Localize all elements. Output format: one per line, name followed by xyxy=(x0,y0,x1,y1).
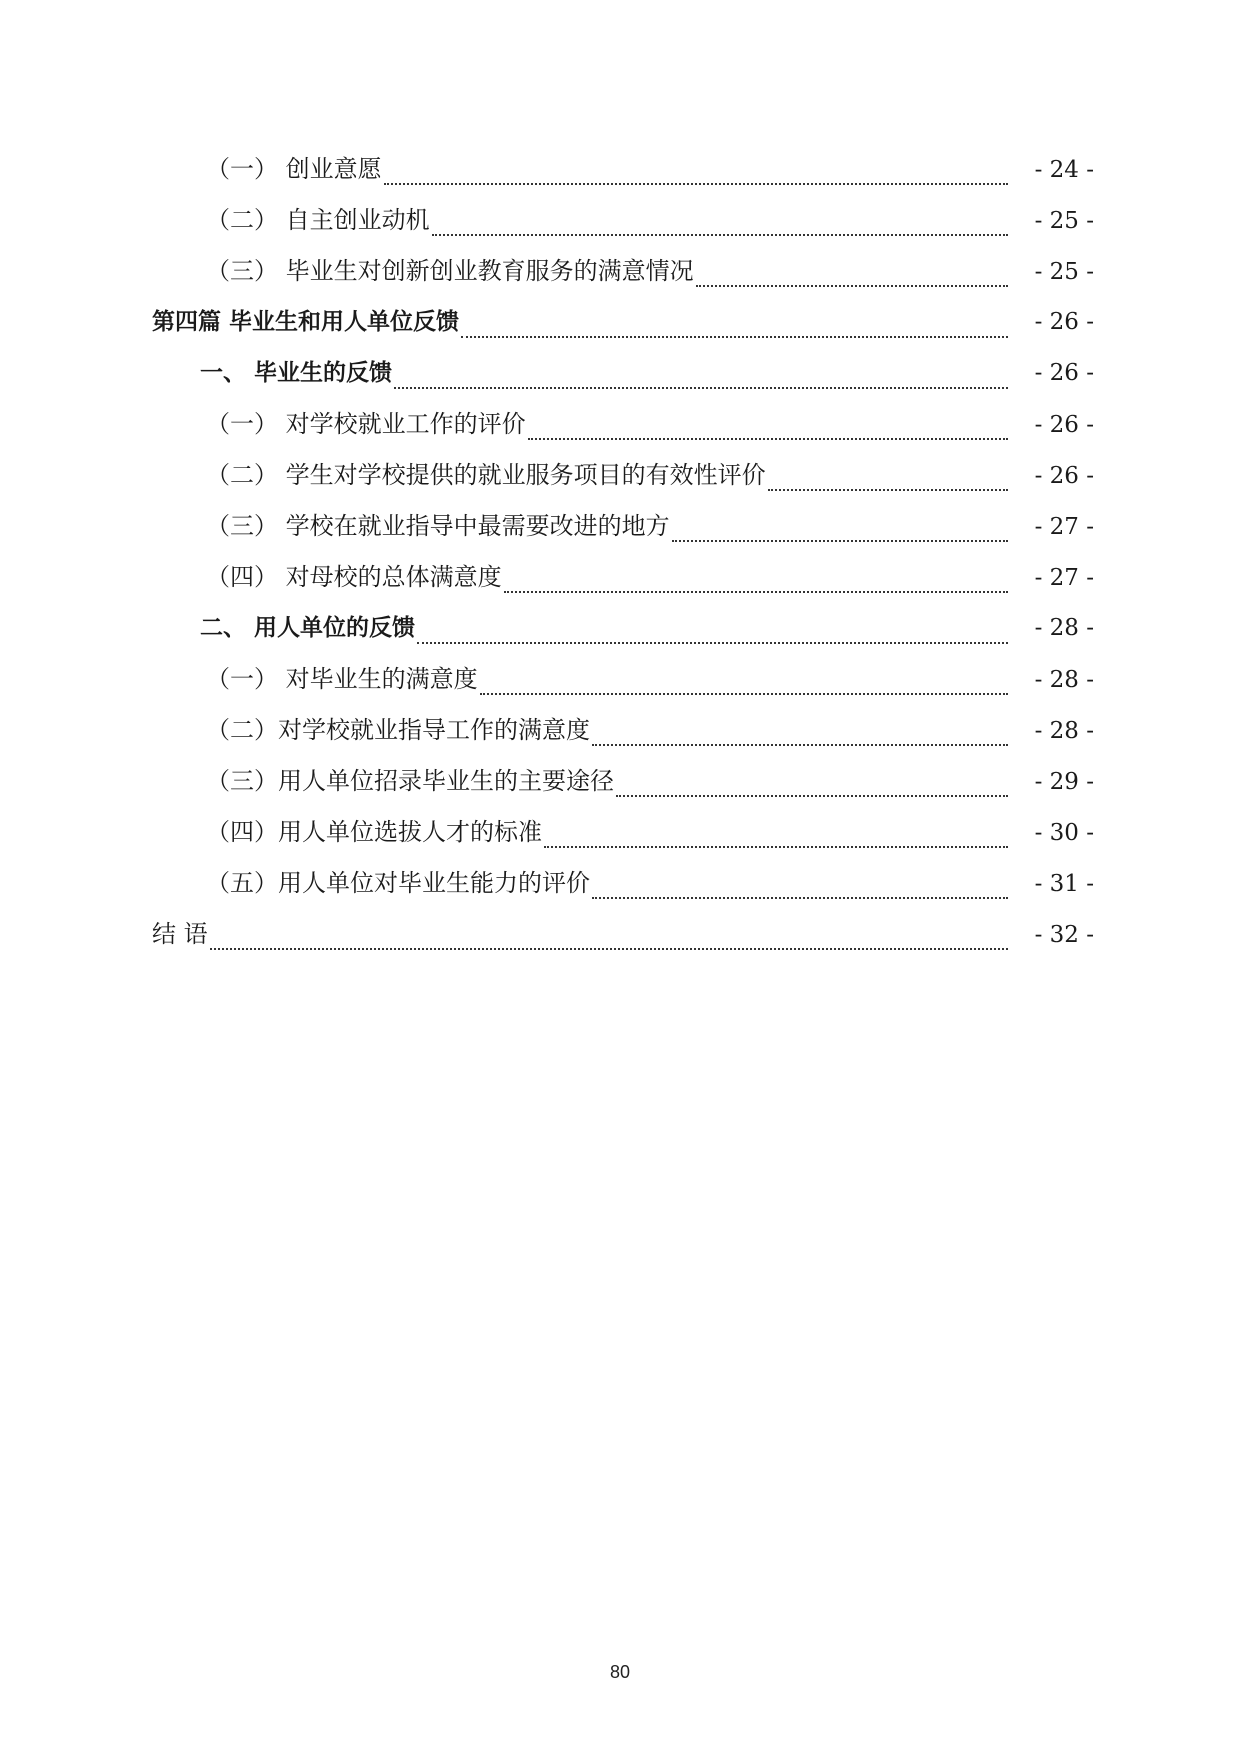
toc-entry[interactable] xyxy=(0,713,1240,764)
toc-entry-page: - 29 - xyxy=(1034,769,1094,795)
toc-entry-page: - 27 - xyxy=(1034,514,1094,540)
toc-entry-page: - 24 - xyxy=(1034,157,1094,183)
toc-dot-leader xyxy=(696,285,1008,287)
toc-entry[interactable] xyxy=(0,815,1240,866)
toc-dot-leader xyxy=(768,489,1008,491)
toc-dot-leader xyxy=(384,183,1008,185)
toc-entry-page: - 28 - xyxy=(1034,667,1094,693)
toc-entry[interactable] xyxy=(0,509,1240,560)
toc-dot-leader xyxy=(432,234,1008,236)
toc-dot-leader xyxy=(480,693,1008,695)
toc-entry-title: 第四篇 毕业生和用人单位反馈 xyxy=(152,309,460,335)
toc-entry-title: （五）用人单位对毕业生能力的评价 xyxy=(206,869,590,897)
toc-dot-leader xyxy=(544,846,1008,848)
toc-entry-title: （三）用人单位招录毕业生的主要途径 xyxy=(206,767,614,795)
toc-entry[interactable] xyxy=(0,152,1240,203)
toc-entry-page: - 30 - xyxy=(1034,820,1094,846)
toc-entry-section[interactable] xyxy=(0,356,1240,407)
toc-entry-title: （四） 对母校的总体满意度 xyxy=(206,563,502,591)
toc-entry-page: - 26 - xyxy=(1034,412,1094,438)
toc-entry[interactable] xyxy=(0,560,1240,611)
toc-entry-title: （一） 对毕业生的满意度 xyxy=(206,665,478,693)
toc-entry[interactable] xyxy=(0,764,1240,815)
toc-dot-leader xyxy=(394,387,1008,389)
table-of-contents xyxy=(0,152,1240,968)
toc-entry[interactable] xyxy=(0,407,1240,458)
toc-entry-page: - 32 - xyxy=(1034,922,1094,948)
toc-entry-title: （三） 学校在就业指导中最需要改进的地方 xyxy=(206,512,670,540)
toc-entry[interactable] xyxy=(0,254,1240,305)
toc-entry-page: - 31 - xyxy=(1034,871,1094,897)
toc-dot-leader xyxy=(592,897,1008,899)
toc-entry[interactable] xyxy=(0,458,1240,509)
toc-entry-conclusion[interactable] xyxy=(0,917,1240,968)
toc-entry-page: - 25 - xyxy=(1034,208,1094,234)
toc-entry-page: - 28 - xyxy=(1034,718,1094,744)
toc-entry-page: - 25 - xyxy=(1034,259,1094,285)
toc-entry-title: （一） 对学校就业工作的评价 xyxy=(206,410,526,438)
toc-dot-leader xyxy=(417,642,1008,644)
toc-dot-leader xyxy=(461,336,1008,338)
toc-dot-leader xyxy=(616,795,1008,797)
toc-entry-title: （一） 创业意愿 xyxy=(206,155,382,183)
toc-entry-title: （二） 学生对学校提供的就业服务项目的有效性评价 xyxy=(206,461,766,489)
toc-entry[interactable] xyxy=(0,662,1240,713)
toc-entry-part[interactable] xyxy=(0,305,1240,356)
toc-entry-title: （二） 自主创业动机 xyxy=(206,206,430,234)
toc-dot-leader xyxy=(592,744,1008,746)
toc-entry-title: （四）用人单位选拔人才的标准 xyxy=(206,818,542,846)
toc-dot-leader xyxy=(210,948,1008,950)
toc-entry[interactable] xyxy=(0,866,1240,917)
page-number: 80 xyxy=(609,1662,631,1682)
toc-entry-page: - 27 - xyxy=(1034,565,1094,591)
toc-entry-page: - 26 - xyxy=(1034,360,1094,386)
toc-entry-section[interactable] xyxy=(0,611,1240,662)
toc-entry-page: - 26 - xyxy=(1034,309,1094,335)
toc-entry-title: 结 语 xyxy=(152,920,208,948)
toc-entry-title: （二）对学校就业指导工作的满意度 xyxy=(206,716,590,744)
toc-entry-page: - 28 - xyxy=(1034,615,1094,641)
toc-entry-title: （三） 毕业生对创新创业教育服务的满意情况 xyxy=(206,257,694,285)
toc-dot-leader xyxy=(528,438,1008,440)
toc-entry-title: 一、 毕业生的反馈 xyxy=(200,360,393,386)
toc-entry-page: - 26 - xyxy=(1034,463,1094,489)
toc-dot-leader xyxy=(672,540,1008,542)
toc-entry[interactable] xyxy=(0,203,1240,254)
toc-entry-title: 二、 用人单位的反馈 xyxy=(200,615,416,641)
toc-dot-leader xyxy=(504,591,1008,593)
